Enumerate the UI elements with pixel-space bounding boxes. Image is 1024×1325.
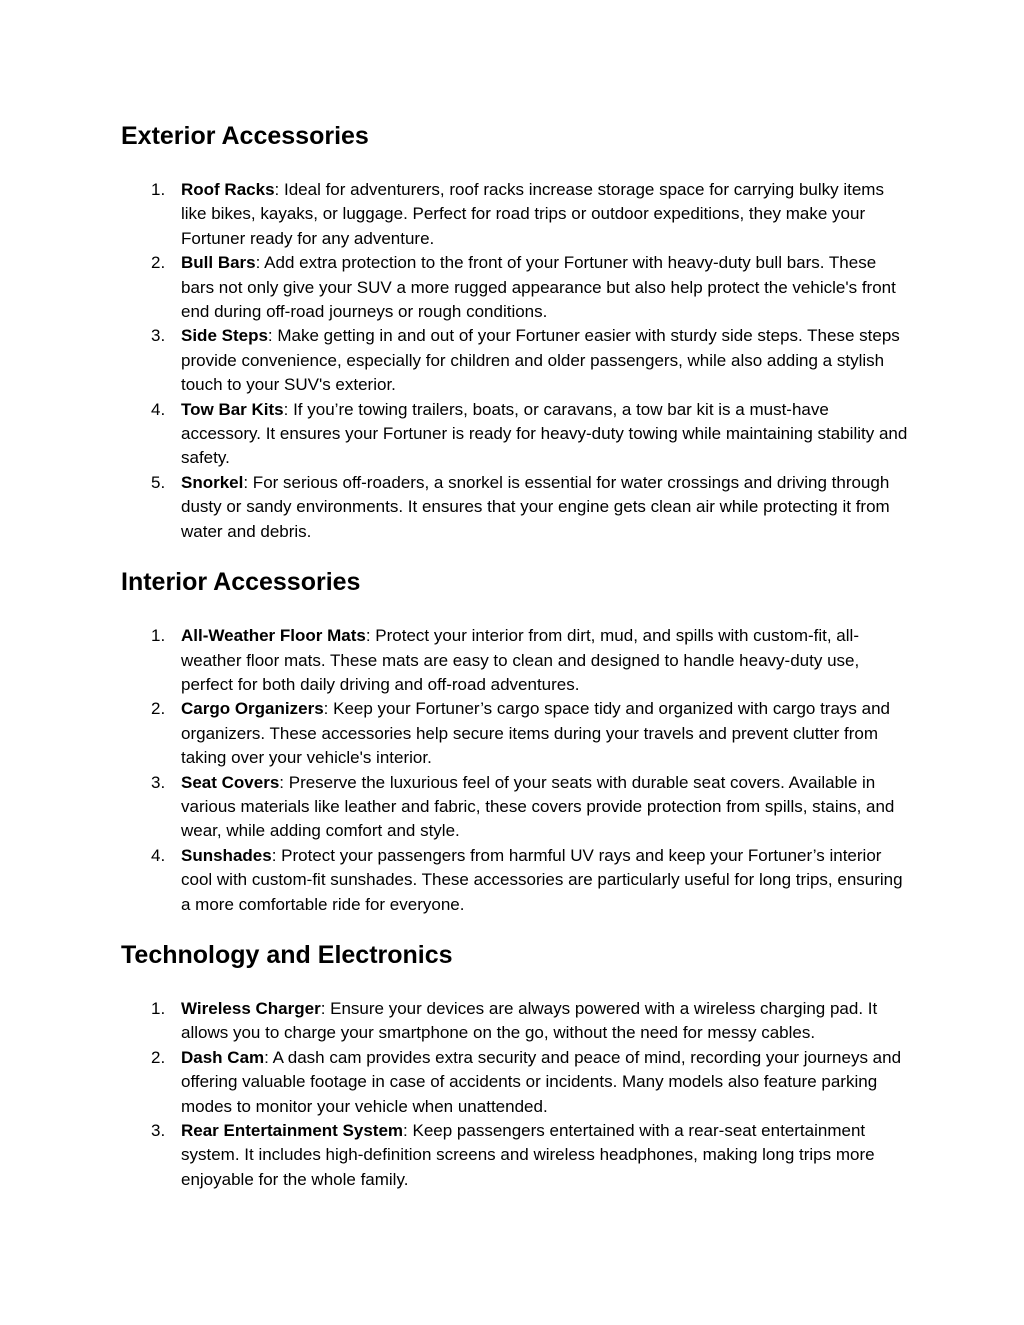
item-description: : Ensure your devices are always powered with a wireless charging pad. It allows you to charge your smartphone on the go, without the need for messy cables. [181,998,878,1043]
list-number: 2. [151,699,166,719]
list-item [121,997,911,1046]
list-item [121,178,911,251]
section-heading-interior: Interior Accessories [121,568,361,597]
item-term: Tow Bar Kits [181,399,284,419]
exterior-accessories-list [121,178,911,544]
list-item [121,398,911,471]
item-description: : A dash cam provides extra security and peace of mind, recording your journeys and offering valuable footage in case of accidents or incidents. Many models also feature parking modes to monitor your vehicle when unattended. [181,1047,902,1116]
item-term: Dash Cam [181,1047,265,1067]
list-number: 4. [151,845,166,865]
section-heading-exterior: Exterior Accessories [121,122,369,150]
item-term: Cargo Organizers [181,699,324,719]
item-term: Seat Covers [181,772,280,792]
technology-electronics-list [121,997,911,1192]
list-number: 2. [151,253,166,273]
list-item [121,251,911,324]
list-number: 1. [151,180,166,199]
list-number: 3. [151,326,166,346]
list-item [121,771,911,844]
item-term: Wireless Charger [181,998,321,1018]
item-term: Side Steps [181,326,268,346]
item-description: : Ideal for adventurers, roof racks increase storage space for carrying bulky items like bikes, kayaks, or luggage. Perfect for road trips or outdoor expeditions, they make your Fortuner ready for any adventure. [181,180,884,248]
item-description: : Protect your interior from dirt, mud, and spills with custom-fit, all-weather floor mats. These mats are easy to clean and designed to handle heavy-duty use, perfect for both daily driving and off-road adventures. [181,626,860,694]
list-number: 5. [151,472,166,492]
list-number: 1. [151,998,166,1018]
item-description: : If you’re towing trailers, boats, or caravans, a tow bar kit is a must-have accessory. It ensures your Fortuner is ready for heavy-duty towing while maintaining stability and safety. [181,399,908,468]
item-description: : Make getting in and out of your Fortuner easier with sturdy side steps. These steps provide convenience, especially for children and older passengers, while also adding a stylish touch to your SUV's exterior. [181,326,900,395]
item-term: Rear Entertainment System [181,1121,404,1140]
list-number: 3. [151,1121,166,1140]
item-term: Sunshades [181,845,272,865]
list-item [121,844,911,917]
list-number: 2. [151,1047,166,1067]
item-description: : Keep passengers entertained with a rear-seat entertainment system. It includes high-definition screens and wireless headphones, making long trips more enjoyable for the whole family. [181,1121,875,1189]
list-number: 1. [151,626,166,646]
list-item [121,471,911,544]
list-item [121,1119,911,1192]
interior-accessories-list [121,624,911,917]
item-description: : For serious off-roaders, a snorkel is essential for water crossings and driving through dusty or sandy environments. It ensures that your engine gets clean air while protecting it from water and debris. [181,472,890,541]
list-item [121,624,911,697]
list-item [121,697,911,770]
list-item [121,324,911,397]
document-page [121,118,911,1212]
item-term: Roof Racks [181,180,275,199]
item-description: : Preserve the luxurious feel of your seats with durable seat covers. Available in various materials like leather and fabric, these covers provide protection from spills, stains, and wear, while adding comfort and style. [181,772,895,841]
item-description: : Keep your Fortuner’s cargo space tidy and organized with cargo trays and organizers. These accessories help secure items during your travels and prevent clutter from taking over your vehicle's interior. [181,699,891,768]
item-term: Snorkel [181,472,244,492]
item-term: Bull Bars [181,253,256,273]
item-term: All-Weather Floor Mats [181,626,366,646]
item-description: : Protect your passengers from harmful UV rays and keep your Fortuner’s interior cool with custom-fit sunshades. These accessories are particularly useful for long trips, ensuring a more comfortable ride for everyone. [181,845,903,914]
item-description: : Add extra protection to the front of your Fortuner with heavy-duty bull bars. These bars not only give your SUV a more rugged appearance but also help protect the vehicle's front end during off-road journeys or rough conditions. [181,253,896,322]
list-number: 3. [151,772,166,792]
list-item [121,1046,911,1119]
section-heading-technology: Technology and Electronics [121,940,453,969]
list-number: 4. [151,399,166,419]
